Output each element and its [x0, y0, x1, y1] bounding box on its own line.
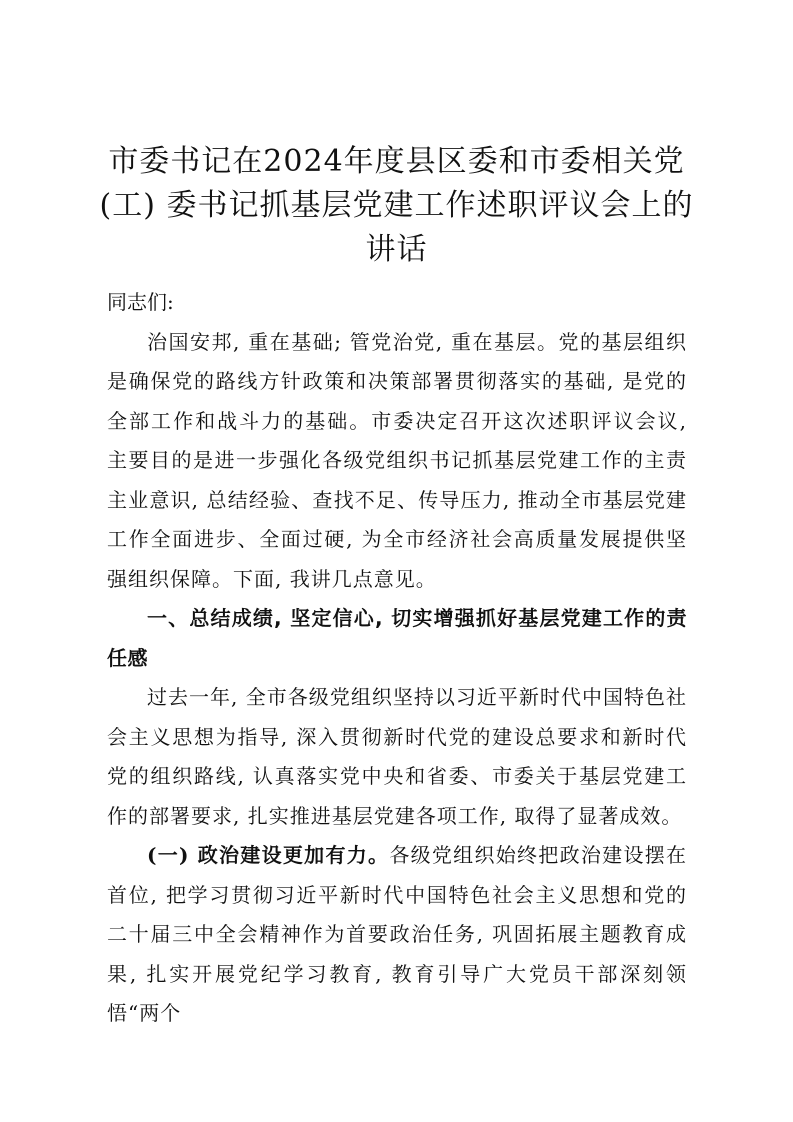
section-1-paragraph: 过去一年, 全市各级党组织坚持以习近平新时代中国特色社会主义思想为指导, 深入贯彻新时代党的建设总要求和新时代党的组织路线, 认真落实党中央和省委、市委关于基层党建工作的部署要求, 扎实推进基层党建各项工作, 取得了显著成效。 [107, 685, 687, 828]
title-line-3: 讲话 [365, 232, 428, 267]
title-line-1: 市委书记在2024年度县区委和市委相关党 [108, 144, 685, 179]
title-line-2: (工) 委书记抓基层党建工作述职评议会上的 [99, 188, 694, 223]
subsection-1-paragraph [107, 836, 687, 1034]
subsection-1-text: 各级党组织始终把政治建设摆在首位, 把学习贯彻习近平新时代中国特色社会主义思想和党的二十届三中全会精神作为首要政治任务, 巩固拓展主题教育成果, 扎实开展党纪学习教育, 教育引导广大党员干部深刻领悟“两个 [107, 843, 688, 1025]
subsection-1-heading: (一) 政治建设更加有力。 [147, 843, 390, 867]
intro-paragraph: 治国安邦, 重在基础; 管党治党, 重在基层。党的基层组织是确保党的路线方针政策和决策部署贯彻落实的基础, 是党的全部工作和战斗力的基础。市委决定召开这次述职评议会议, 主要目的是进一步强化各级党组织书记抓基层党建工作的主责主业意识, 总结经验、查找不足、传导压力, 推动全市基层党建工作全面进步、全面过硬, 为全市经济社会高质量发展提供坚强组织保障。下面, 我讲几点意见。 [107, 329, 687, 591]
salutation: 同志们: [107, 290, 174, 314]
document-body [107, 283, 687, 1034]
section-1-heading: 一、总结成绩, 坚定信心, 切实增强抓好基层党建工作的责任感 [107, 606, 687, 670]
document-title [80, 140, 713, 272]
